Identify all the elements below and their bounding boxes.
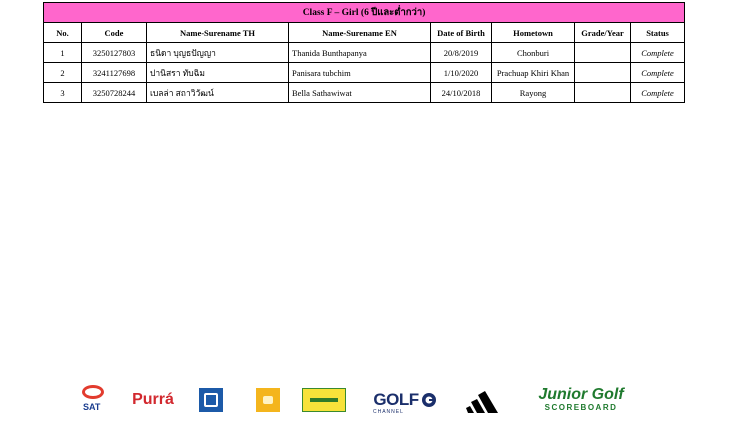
cell-code: 3250127803 xyxy=(82,43,147,63)
cell-name-th: ปานิสรา ทับฉิม xyxy=(147,63,289,83)
cell-code: 3250728244 xyxy=(82,83,147,103)
cell-status: Complete xyxy=(631,63,685,83)
cell-name-en: Thanida Bunthapanya xyxy=(289,43,431,63)
table-title: Class F – Girl (6 ปีและต่ำกว่า) xyxy=(44,3,685,23)
sponsor-logos xyxy=(80,382,650,418)
bank-logo xyxy=(198,382,224,418)
cell-grade xyxy=(575,63,631,83)
cell-hometown: Prachuap Khiri Khan xyxy=(492,63,575,83)
table-row xyxy=(44,43,685,63)
golf-channel-logo xyxy=(367,382,443,418)
singha-logo xyxy=(255,382,281,418)
adidas-stripes-icon xyxy=(466,387,506,413)
header-name-en: Name-Surename EN xyxy=(289,23,431,43)
yellow-sponsor-logo xyxy=(302,382,346,418)
header-grade: Grade/Year xyxy=(575,23,631,43)
cell-hometown: Chonburi xyxy=(492,43,575,63)
golf-channel-subtext: CHANNEL xyxy=(373,409,404,415)
adidas-logo xyxy=(464,382,508,418)
cell-name-th: เบลล่า สถาวิวัฒน์ xyxy=(147,83,289,103)
roster-sheet xyxy=(43,2,684,103)
junior-golf-text: Junior Golf xyxy=(538,386,624,403)
yellow-emblem-icon xyxy=(302,388,346,412)
purra-logo xyxy=(130,382,176,418)
cell-status: Complete xyxy=(631,83,685,103)
table-header-row xyxy=(44,23,685,43)
table-row xyxy=(44,83,685,103)
cell-grade xyxy=(575,43,631,63)
header-dob: Date of Birth xyxy=(431,23,492,43)
bank-emblem-icon xyxy=(199,388,223,412)
cell-name-en: Bella Sathawiwat xyxy=(289,83,431,103)
sat-ring-icon xyxy=(82,385,104,399)
cell-code: 3241127698 xyxy=(82,63,147,83)
cell-no: 2 xyxy=(44,63,82,83)
cell-hometown: Rayong xyxy=(492,83,575,103)
scoreboard-text: SCOREBOARD xyxy=(544,403,618,412)
cell-no: 1 xyxy=(44,43,82,63)
cell-name-th: ธนิดา บุญธปัญญา xyxy=(147,43,289,63)
header-code: Code xyxy=(82,23,147,43)
table-row xyxy=(44,63,685,83)
header-name-th: Name-Surename TH xyxy=(147,23,289,43)
table-title-row xyxy=(44,3,685,23)
golf-channel-text: GOLF xyxy=(373,390,419,409)
golf-channel-g-icon xyxy=(421,392,437,408)
cell-name-en: Panisara tubchim xyxy=(289,63,431,83)
header-no: No. xyxy=(44,23,82,43)
cell-status: Complete xyxy=(631,43,685,63)
header-hometown: Hometown xyxy=(492,23,575,43)
cell-grade xyxy=(575,83,631,103)
header-status: Status xyxy=(631,23,685,43)
sat-logo-text: SAT xyxy=(83,402,101,412)
roster-table xyxy=(43,2,685,103)
junior-golf-scoreboard-logo xyxy=(522,382,640,418)
cell-dob: 20/8/2019 xyxy=(431,43,492,63)
purra-logo-text: Purrá xyxy=(132,391,174,408)
cell-dob: 24/10/2018 xyxy=(431,83,492,103)
sat-logo xyxy=(80,382,110,418)
cell-no: 3 xyxy=(44,83,82,103)
cell-dob: 1/10/2020 xyxy=(431,63,492,83)
singha-emblem-icon xyxy=(256,388,280,412)
